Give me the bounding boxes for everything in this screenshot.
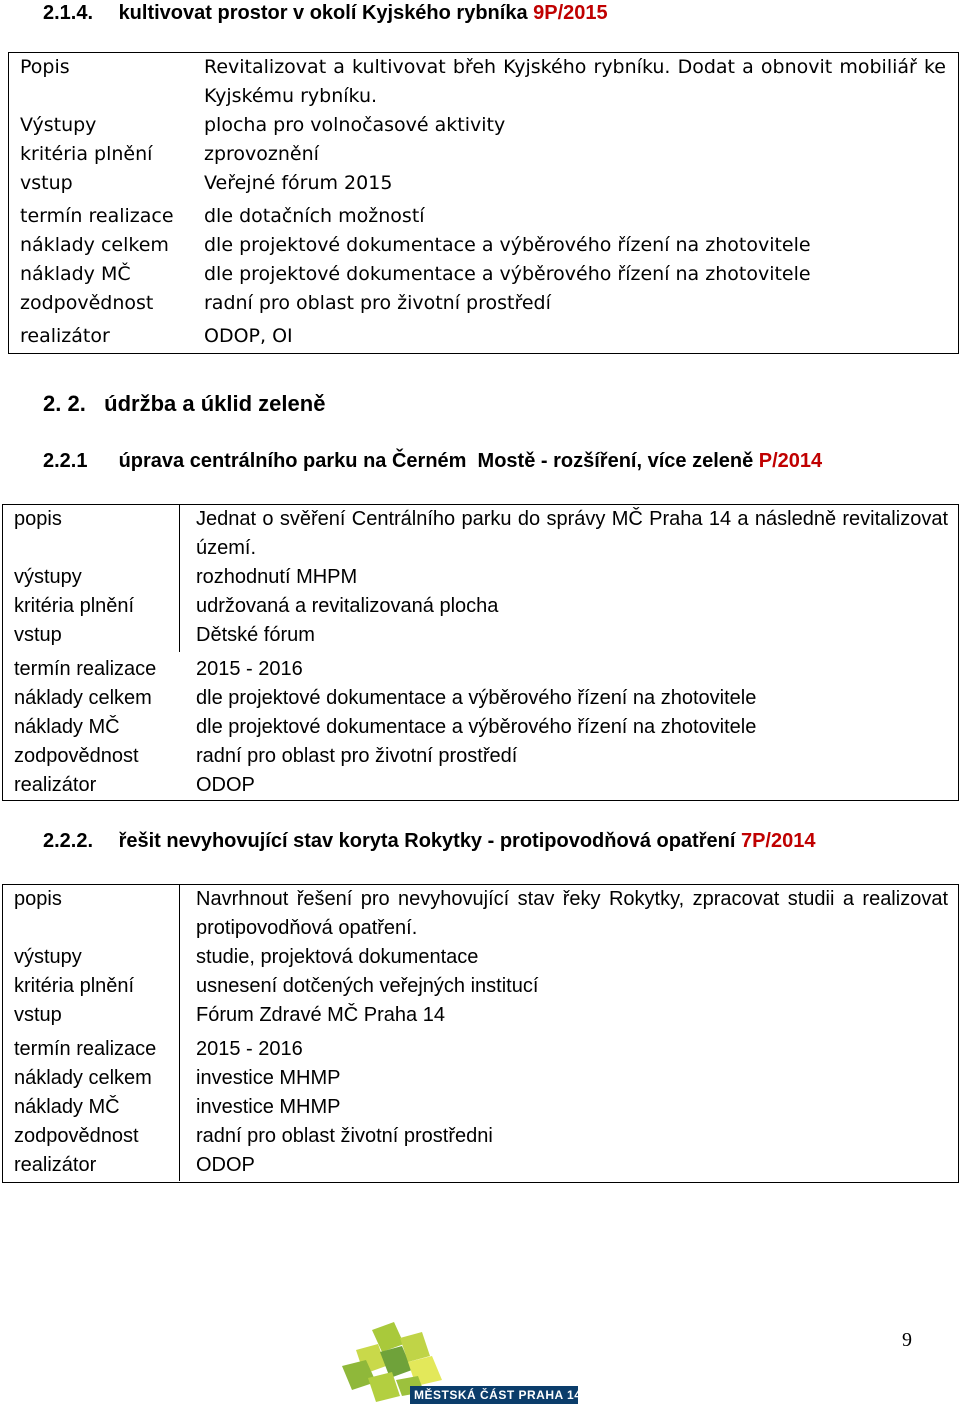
row-value: dle projektové dokumentace a výběrového řízení na zhotovitele <box>196 687 757 709</box>
row-value: zprovoznění <box>204 143 319 165</box>
table-row <box>2 771 956 800</box>
row-label: termín realizace <box>14 658 157 680</box>
section-heading-2-1-4 <box>43 2 608 25</box>
table-row <box>2 1122 956 1151</box>
heading-number: 2.2.2. <box>43 830 94 852</box>
row-value: 2015 - 2016 <box>196 658 303 680</box>
table-row <box>2 655 956 684</box>
section-heading-2-2: 2. 2. údržba a úklid zeleně <box>43 391 326 416</box>
table-row <box>2 563 956 592</box>
heading-text: řešit nevyhovující stav koryta Rokytky - protipovodňová opatření <box>118 830 736 852</box>
row-label: realizátor <box>14 774 97 796</box>
row-label: náklady MČ <box>20 263 131 285</box>
table-row <box>8 111 954 140</box>
heading-code: 7P/2014 <box>740 830 816 852</box>
row-value: radní pro oblast životní prostředni <box>196 1125 493 1147</box>
row-value: Revitalizovat a kultivovat břeh Kyjského rybníku. Dodat a obnovit mobiliář ke Kyjskému rybníku. <box>204 56 946 107</box>
table-row <box>8 169 954 198</box>
row-value: Navrhnout řešení pro nevyhovující stav řeky Rokytky, zpracovat studii a realizovat protipovodňová opatření. <box>196 888 948 939</box>
row-label: vstup <box>20 172 73 194</box>
row-label: kritéria plnění <box>20 143 153 165</box>
row-label: realizátor <box>20 325 110 347</box>
row-value: usnesení dotčených veřejných institucí <box>196 975 539 997</box>
row-value: ODOP <box>196 774 255 796</box>
table-row <box>2 885 956 943</box>
table-row <box>8 53 954 111</box>
row-label: vstup <box>14 1004 62 1026</box>
row-label: zodpovědnost <box>20 292 154 314</box>
table-row <box>2 1001 956 1030</box>
row-value: dle dotačních možností <box>204 205 425 227</box>
row-label: náklady celkem <box>14 687 152 709</box>
row-value: Veřejné fórum 2015 <box>204 172 393 194</box>
detail-table-2 <box>2 505 956 800</box>
row-label: Výstupy <box>20 114 97 136</box>
row-label: náklady celkem <box>14 1067 152 1089</box>
row-value: studie, projektová dokumentace <box>196 946 479 968</box>
row-label: zodpovědnost <box>14 1125 139 1147</box>
row-value: investice MHMP <box>196 1067 341 1089</box>
row-label: kritéria plnění <box>14 975 135 997</box>
row-label: náklady MČ <box>14 716 120 738</box>
table-row <box>2 592 956 621</box>
heading-text: úprava centrálního parku na Černém Mostě - rozšíření, více zeleně <box>118 450 754 472</box>
row-value: Jednat o svěření Centrálního parku do správy MČ Praha 14 a následně revitalizovat území. <box>196 508 948 559</box>
detail-table-1 <box>8 53 954 351</box>
row-label: výstupy <box>14 566 82 588</box>
table-row <box>8 140 954 169</box>
row-value: udržovaná a revitalizovaná plocha <box>196 595 499 617</box>
heading-code: P/2014 <box>758 450 823 472</box>
row-label: výstupy <box>14 946 82 968</box>
row-value: ODOP <box>196 1154 255 1176</box>
row-value: 2015 - 2016 <box>196 1038 303 1060</box>
table-row <box>8 231 954 260</box>
row-value: radní pro oblast pro životní prostředí <box>196 745 518 767</box>
table-row <box>2 505 956 563</box>
row-value: investice MHMP <box>196 1096 341 1118</box>
section-heading-2-2-2 <box>43 830 815 853</box>
table-row <box>2 621 956 650</box>
table-row <box>2 972 956 1001</box>
row-value: dle projektové dokumentace a výběrového řízení na zhotovitele <box>204 234 811 256</box>
praha-14-logo <box>342 1322 582 1406</box>
table-row <box>2 1151 956 1180</box>
table-row <box>2 713 956 742</box>
table-row <box>2 1035 956 1064</box>
table-row <box>2 943 956 972</box>
row-label: popis <box>14 508 62 530</box>
row-value: ODOP, OI <box>204 325 293 347</box>
row-value: dle projektové dokumentace a výběrového řízení na zhotovitele <box>196 716 757 738</box>
row-label: náklady MČ <box>14 1096 120 1118</box>
table-row <box>8 322 954 351</box>
row-value: plocha pro volnočasové aktivity <box>204 114 506 136</box>
row-label: kritéria plnění <box>14 595 135 617</box>
logo-text: MĚSTSKÁ ČÁST PRAHA 14 <box>414 1388 582 1402</box>
row-label: vstup <box>14 624 62 646</box>
page-number: 9 <box>902 1329 912 1351</box>
table-row <box>8 260 954 289</box>
heading-code: 9P/2015 <box>533 2 608 24</box>
row-label: termín realizace <box>20 205 174 227</box>
row-value: radní pro oblast pro životní prostředí <box>204 292 551 314</box>
heading-text: kultivovat prostor v okolí Kyjského rybníka <box>118 2 528 24</box>
row-value: Dětské fórum <box>196 624 315 646</box>
row-label: Popis <box>20 56 70 78</box>
row-label: termín realizace <box>14 1038 157 1060</box>
row-label: zodpovědnost <box>14 745 139 767</box>
row-label: náklady celkem <box>20 234 169 256</box>
row-value: rozhodnutí MHPM <box>196 566 358 588</box>
table-row <box>8 202 954 231</box>
row-value: dle projektové dokumentace a výběrového řízení na zhotovitele <box>204 263 811 285</box>
table-row <box>2 684 956 713</box>
row-label: realizátor <box>14 1154 97 1176</box>
table-row <box>2 1093 956 1122</box>
table-row <box>8 289 954 318</box>
detail-table-3 <box>2 885 956 1180</box>
section-heading-2-2-1 <box>43 450 822 473</box>
row-value: Fórum Zdravé MČ Praha 14 <box>196 1004 445 1026</box>
row-label: popis <box>14 888 62 910</box>
heading-number: 2.1.4. <box>43 2 94 24</box>
table-row <box>2 1064 956 1093</box>
table-row <box>2 742 956 771</box>
heading-number: 2.2.1 <box>43 450 88 472</box>
